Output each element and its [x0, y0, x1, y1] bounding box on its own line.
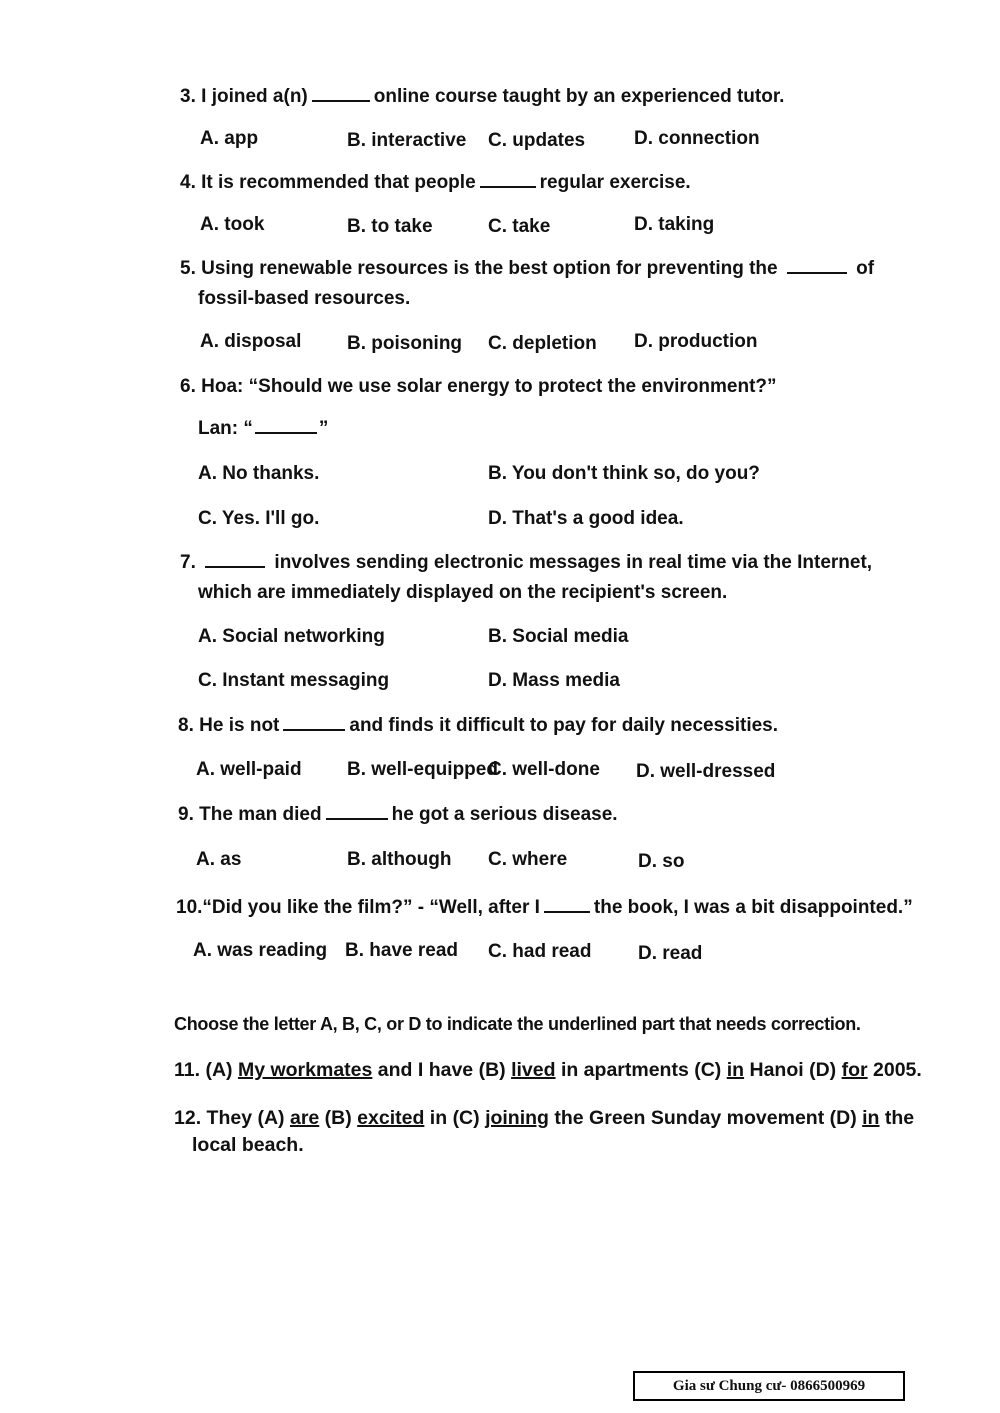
q9-option-b[interactable]: B. although [347, 849, 452, 870]
question-5-line2: fossil-based resources. [198, 288, 411, 309]
q5-option-a[interactable]: A. disposal [200, 331, 302, 352]
q10-option-b[interactable]: B. have read [345, 940, 458, 961]
q8-option-b[interactable]: B. well-equipped [347, 759, 498, 780]
speaker-label: Hoa: [201, 376, 244, 397]
q10-option-c[interactable]: C. had read [488, 941, 592, 962]
question-3: 3. I joined a(n) online course taught by an experienced tutor. [180, 86, 785, 107]
q8-option-d[interactable]: D. well-dressed [636, 761, 776, 782]
question-8: 8. He is not and finds it difficult to pay for daily necessities. [178, 715, 779, 736]
question-10: 10.“Did you like the film?” - “Well, after I the book, I was a bit disappointed.” [176, 897, 913, 918]
question-12: 12. They (A) are (B) excited in (C) joining the Green Sunday movement (D) in the [174, 1107, 915, 1129]
underlined-part-c[interactable]: joining [485, 1107, 549, 1129]
question-11: 11. (A) My workmates and I have (B) lived in apartments (C) in Hanoi (D) for 2005. [174, 1059, 922, 1081]
underlined-part-d[interactable]: in [862, 1107, 880, 1129]
answer-blank [787, 258, 847, 274]
q7-option-a[interactable]: A. Social networking [198, 626, 385, 647]
answer-blank [205, 552, 265, 568]
q10-option-d[interactable]: D. read [638, 943, 703, 964]
speaker-label: Lan: [198, 418, 239, 439]
answer-blank [480, 172, 536, 188]
underlined-part-b[interactable]: excited [357, 1107, 425, 1129]
q4-option-a[interactable]: A. took [200, 214, 265, 235]
q7-option-b[interactable]: B. Social media [488, 626, 629, 647]
q4-option-d[interactable]: D. taking [634, 214, 715, 235]
q3-option-a[interactable]: A. app [200, 128, 259, 149]
section-instruction: Choose the letter A, B, C, or D to indicate the underlined part that needs correction. [174, 1014, 861, 1034]
question-7-line2: which are immediately displayed on the recipient's screen. [198, 582, 728, 603]
q9-option-d[interactable]: D. so [638, 851, 685, 872]
q9-option-c[interactable]: C. where [488, 849, 568, 870]
question-5: 5. Using renewable resources is the best option for preventing the of [180, 258, 875, 279]
question-12-line2: local beach. [192, 1134, 304, 1156]
question-4: 4. It is recommended that people regular exercise. [180, 172, 691, 193]
q6-option-d[interactable]: D. That's a good idea. [488, 508, 684, 529]
q3-option-c[interactable]: C. updates [488, 130, 586, 151]
q3-option-b[interactable]: B. interactive [347, 130, 467, 151]
answer-blank [326, 804, 388, 820]
q8-option-a[interactable]: A. well-paid [196, 759, 302, 780]
underlined-part-a[interactable]: My workmates [237, 1059, 373, 1081]
answer-blank [312, 86, 370, 102]
q9-option-a[interactable]: A. as [196, 849, 242, 870]
question-9: 9. The man died he got a serious disease. [178, 804, 618, 825]
q7-option-c[interactable]: C. Instant messaging [198, 670, 390, 691]
question-number: 3. [180, 86, 196, 107]
answer-blank [544, 897, 590, 913]
q7-option-d[interactable]: D. Mass media [488, 670, 620, 691]
underlined-part-c[interactable]: in [726, 1059, 745, 1081]
underlined-part-b[interactable]: lived [511, 1059, 556, 1081]
footer-label: Gia sư Chung cư- 0866500969 [672, 1378, 866, 1394]
q4-option-b[interactable]: B. to take [347, 216, 433, 237]
question-7: 7. involves sending electronic messages in real time via the Internet, [180, 552, 873, 573]
q5-option-c[interactable]: C. depletion [488, 333, 597, 354]
q6-option-b[interactable]: B. You don't think so, do you? [488, 463, 760, 484]
underlined-part-a[interactable]: are [289, 1107, 320, 1129]
question-6: 6. Hoa: “Should we use solar energy to protect the environment?” [180, 376, 777, 397]
q4-option-c[interactable]: C. take [488, 216, 551, 237]
answer-blank [255, 418, 317, 434]
q5-option-d[interactable]: D. production [634, 331, 758, 352]
q6-option-a[interactable]: A. No thanks. [198, 463, 320, 484]
q10-option-a[interactable]: A. was reading [193, 940, 328, 961]
q8-option-c[interactable]: C. well-done [488, 759, 600, 780]
q3-option-d[interactable]: D. connection [634, 128, 760, 149]
q5-option-b[interactable]: B. poisoning [347, 333, 463, 354]
footer-contact-box [633, 1371, 905, 1401]
question-6-response: Lan: “ ” [198, 418, 329, 439]
underlined-part-d[interactable]: for [841, 1059, 868, 1081]
q6-option-c[interactable]: C. Yes. I'll go. [198, 508, 320, 529]
answer-blank [283, 715, 345, 731]
